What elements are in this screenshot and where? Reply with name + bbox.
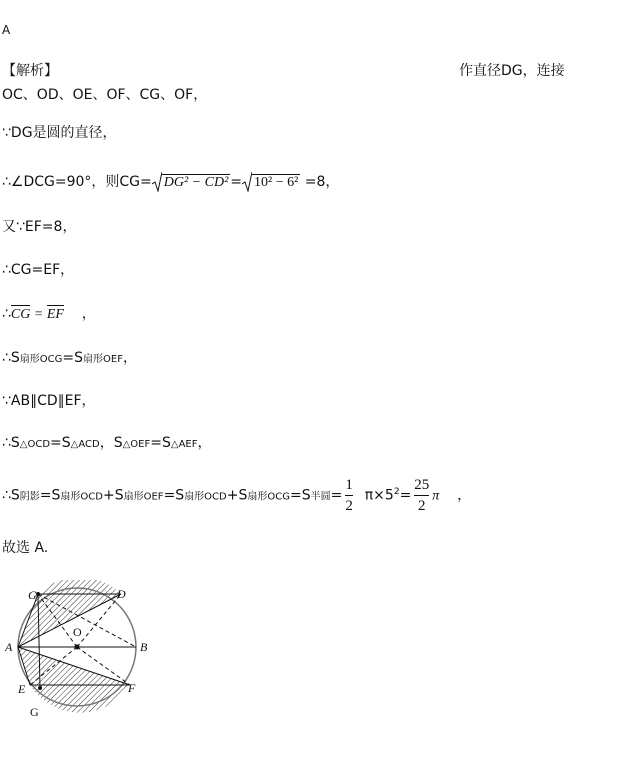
l10-s3: 扇形OEF [123,491,164,503]
center-point [75,645,80,650]
radicand-2: 10² − 6² [254,175,299,190]
answer-letter: A [2,23,11,37]
line-3-eq: = [230,174,243,190]
l7-post: ， [122,350,137,366]
l7-sub1: 扇形OCG [19,354,63,365]
l10-s1: 阴影 [19,491,40,503]
fraction-25-2 [414,476,429,515]
l9-b: =S [50,435,71,451]
l9-s3: △OEF [122,439,151,450]
line-2: ∵DG是圆的直径， [2,125,117,141]
l9-s1: △OCD [19,439,51,450]
l10-e: +S [226,487,248,504]
line-9 [2,436,211,450]
label-d: D [117,587,126,601]
point-e [38,686,42,690]
l10-s5: 扇形OCG [247,491,290,503]
l10-c: +S [102,487,124,504]
label-a: A [5,640,13,654]
l10-s4: 扇形OCD [184,491,227,503]
line-1: OC、OD、OE、OF、CG、OF， [2,87,208,103]
l9-e: ， [197,435,212,451]
analysis-intro: 作直径DG，连接 [459,63,565,79]
l9-s4: △AEF [170,439,198,450]
l10-i: = [399,487,412,504]
l10-d: =S [163,487,185,504]
l10-s2: 扇形OCD [60,491,103,503]
frac2-den: 2 [418,498,426,514]
l10-h: π×5 [364,487,394,504]
l7-b: =S [62,350,84,366]
line-8: ∵AB∥CD∥EF， [2,393,96,409]
line-10 [2,476,471,515]
frac1-den: 2 [345,498,353,514]
label-o: O [73,625,82,639]
line-5: ∴CG=EF， [2,262,75,278]
l10-b: =S [39,487,61,504]
frac2-num: 25 [414,477,430,493]
line-11: 故选 A. [2,540,49,556]
line-3-post: =8， [304,174,340,190]
radicand-1: DG² − CD² [163,175,229,190]
frac1-num: 1 [345,477,353,493]
shaded-bottom-region [18,647,130,713]
l10-f: =S [289,487,311,504]
l10-sup: 2 [393,486,400,497]
analysis-label: 【解析】 [2,63,58,79]
l9-a: ∴S [2,435,20,451]
l10-g: = [330,487,343,504]
l7-sub2: 扇形OEF [83,354,123,365]
l10-j: ， [457,487,472,504]
l10-a: ∴S [2,487,20,504]
l9-c: ，S [99,435,123,451]
label-e: E [18,682,26,696]
l9-d: =S [150,435,171,451]
line-3 [2,174,339,190]
radical-1 [152,174,231,190]
label-f: F [128,681,136,695]
line-6-mid: = [30,307,47,322]
line-4: 又∵EF=8， [2,219,77,235]
label-g-bottom: G [30,705,39,719]
line-7 [2,351,137,365]
line-6 [2,307,96,322]
label-b: B [140,640,148,654]
l9-s2: △ACD [70,439,100,450]
line-6-pre: ∴ [2,306,11,322]
arc-cg: CG [10,307,31,322]
line-6-post: ， [81,306,96,322]
label-g-top: G [28,588,37,602]
geometry-figure [0,580,170,730]
arc-ef: EF [46,307,64,322]
fraction-half [345,476,353,515]
line-3-pre: ∴∠DCG=90°，则CG= [2,174,152,190]
l10-pi: π [432,488,440,504]
l10-s6: 半圆 [310,491,331,503]
l7-a: ∴S [2,350,20,366]
radical-2 [242,174,300,190]
